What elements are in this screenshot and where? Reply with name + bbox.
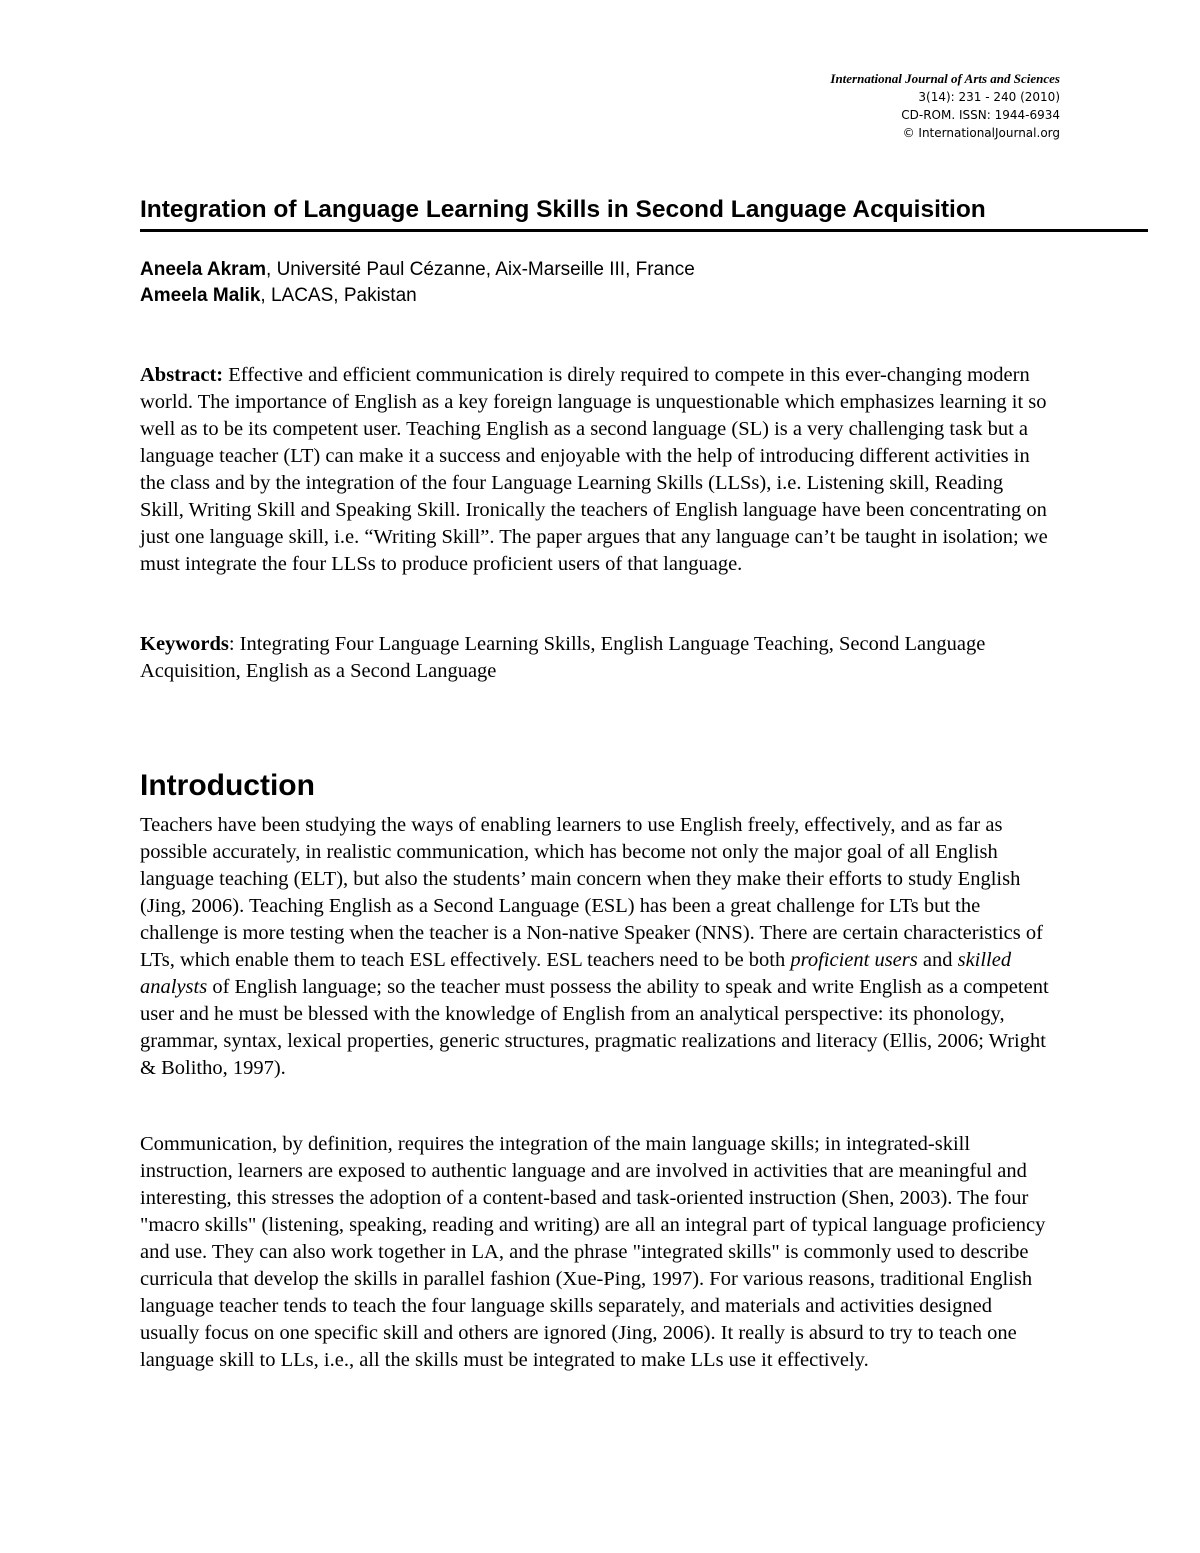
keywords-text: : Integrating Four Language Learning Skills, English Language Teaching, Second Language Acquisition, English as a Second Language (140, 633, 986, 682)
emphasis-text: skilled analysts (140, 949, 1012, 998)
paper-title: Integration of Language Learning Skills in Second Language Acquisition (140, 196, 986, 223)
author-name: Aneela Akram (140, 259, 267, 280)
emphasis-text: proficient users (790, 949, 918, 971)
paragraph-text: Teachers have been studying the ways of enabling learners to use English freely, effectively, and as far as possible accurately, in realistic communication, which has become not only the major goal of all English language teaching (ELT), but also the students’ main concern when they make their efforts to study English (Jing, 2006). Teaching English as a Second Language (ESL) has been a great challenge for LTs but the challenge is more testing when the teacher is a Non-native Speaker (NNS). There are certain characteristics of LTs, which enable them to teach ESL effectively. ESL teachers need to be both (140, 814, 1043, 971)
title-divider (140, 229, 1148, 232)
paragraph-text: and (917, 949, 958, 971)
journal-copyright: © InternationalJournal.org (902, 126, 1060, 140)
journal-volume: 3(14): 231 - 240 (2010) (918, 90, 1060, 104)
author-affiliation: , LACAS, Pakistan (260, 285, 417, 306)
introduction-paragraph-2 (140, 1131, 1050, 1374)
keywords-label: Keywords (140, 633, 229, 655)
journal-issn: CD-ROM. ISSN: 1944-6934 (901, 108, 1060, 122)
introduction-paragraph-1 (140, 812, 1050, 1082)
author-line (140, 257, 695, 283)
paragraph-text: of English language; so the teacher must possess the ability to speak and write English as a competent user and he must be blessed with the knowledge of English from an analytical perspective: its phonology, grammar, syntax, lexical properties, generic structures, pragmatic realizations and literacy (Ellis, 2006; Wright & Bolitho, 1997). (140, 976, 1049, 1079)
abstract-section (140, 362, 1050, 578)
author-affiliation: , Université Paul Cézanne, Aix-Marseille III, France (266, 259, 695, 280)
section-heading-introduction: Introduction (140, 769, 315, 802)
abstract-label: Abstract: (140, 364, 224, 386)
author-list (140, 257, 695, 309)
author-name: Ameela Malik (140, 285, 261, 306)
journal-name: International Journal of Arts and Sciences (830, 71, 1060, 86)
journal-header (830, 70, 1060, 142)
keywords-section (140, 631, 1050, 685)
author-line (140, 283, 695, 309)
paragraph-text: Communication, by definition, requires the integration of the main language skills; in integrated-skill instruction, learners are exposed to authentic language and are involved in activities that are meaningful and interesting, this stresses the adoption of a content-based and task-oriented instruction (Shen, 2003). The four "macro skills" (listening, speaking, reading and writing) are all an integral part of typical language proficiency and use. They can also work together in LA, and the phrase "integrated skills" is commonly used to describe curricula that develop the skills in parallel fashion (Xue-Ping, 1997). For various reasons, traditional English language teacher tends to teach the four language skills separately, and materials and activities designed usually focus on one specific skill and others are ignored (Jing, 2006). It really is absurd to try to teach one language skill to LLs, i.e., all the skills must be integrated to make LLs use it effectively. (140, 1133, 1046, 1371)
abstract-text: Effective and efficient communication is direly required to compete in this ever-changing modern world. The importance of English as a key foreign language is unquestionable which emphasizes learning it so well as to be its competent user. Teaching English as a second language (SL) is a very challenging task but a language teacher (LT) can make it a success and enjoyable with the help of introducing different activities in the class and by the integration of the four Language Learning Skills (LLSs), i.e. Listening skill, Reading Skill, Writing Skill and Speaking Skill. Ironically the teachers of English language have been concentrating on just one language skill, i.e. “Writing Skill”. The paper argues that any language can’t be taught in isolation; we must integrate the four LLSs to produce proficient users of that language. (140, 364, 1048, 575)
